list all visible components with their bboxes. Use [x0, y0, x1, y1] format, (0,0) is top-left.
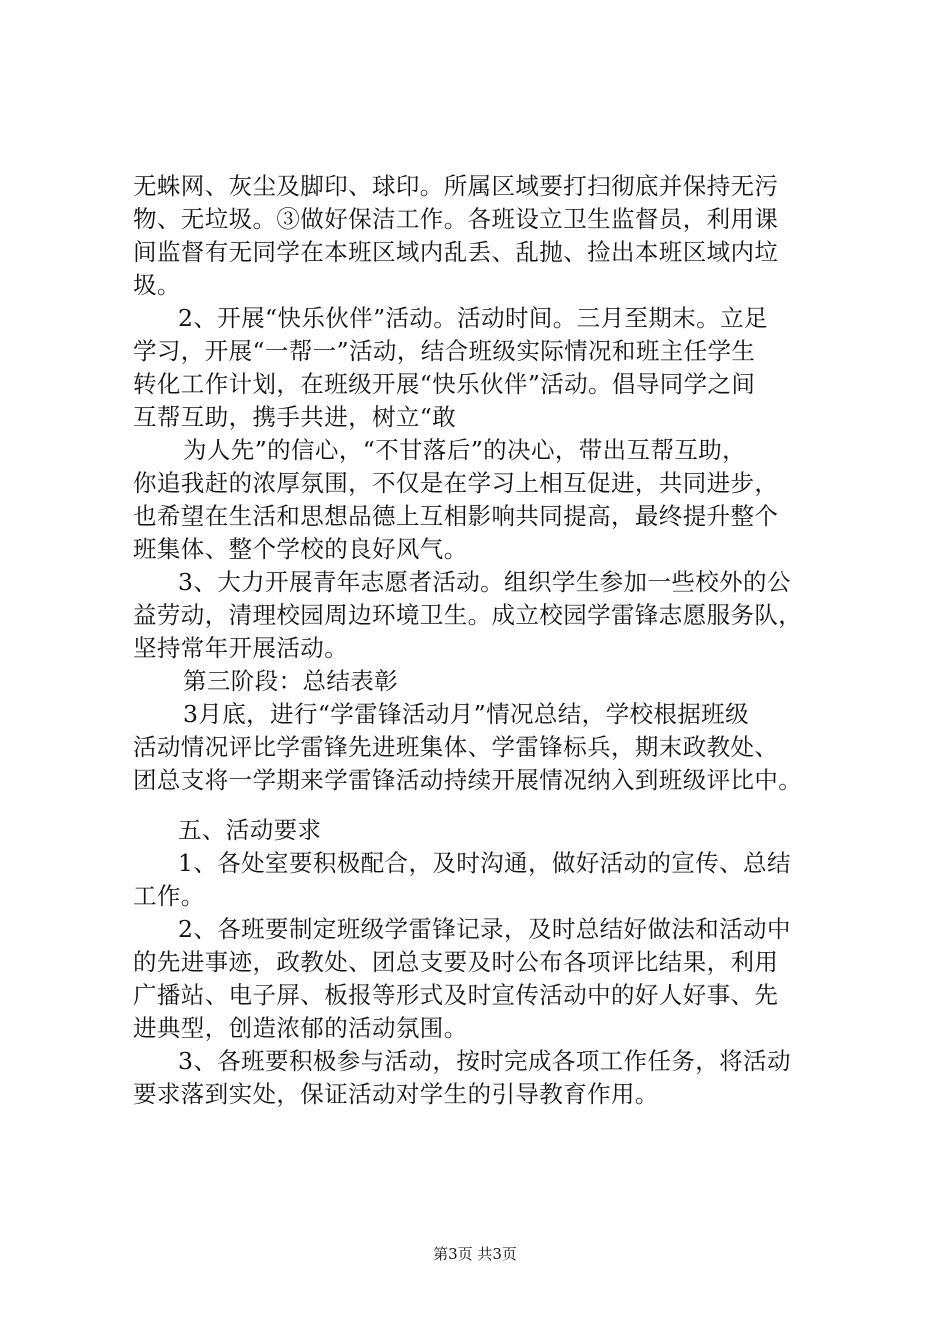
- text-line: 团总支将一学期来学雷锋活动持续开展情况纳入到班级评比中。: [133, 766, 803, 794]
- text-line: 互帮互助，携手共进，树立“敢: [133, 403, 457, 431]
- text-line: 班集体、整个学校的良好风气。: [133, 535, 468, 563]
- text-line: 学习，开展“一帮一”活动，结合班级实际情况和班主任学生: [133, 337, 756, 365]
- text-line: 活动情况评比学雷锋先进班集体、学雷锋标兵，期末政教处、: [133, 733, 779, 761]
- text-line: 进典型，创造浓郁的活动氛围。: [133, 1014, 468, 1042]
- paragraph-start: 1、各处室要积极配合，及时沟通，做好活动的宣传、总结: [178, 849, 791, 877]
- text-line: 广播站、电子屏、板报等形式及时宣传活动中的好人好事、先: [133, 981, 779, 1009]
- text-line: 工作。: [133, 882, 205, 910]
- section-heading: 第三阶段：总结表彰: [183, 667, 399, 695]
- text-line: 你追我赶的浓厚氛围，不仅是在学习上相互促进，共同进步，: [133, 469, 779, 497]
- text-line: 物、无垃圾。③做好保洁工作。各班设立卫生监督员，利用课: [133, 205, 779, 233]
- paragraph-gap: [133, 797, 833, 814]
- paragraph-start: 2、开展“快乐伙伴”活动。活动时间。三月至期末。立足: [178, 304, 768, 332]
- section-heading: 五、活动要求: [178, 816, 322, 844]
- page-footer: 第3页 共3页: [433, 1245, 517, 1263]
- text-line: 的先进事迹，政教处、团总支要及时公布各项评比结果，利用: [133, 948, 779, 976]
- text-line: 益劳动，清理校园周边环境卫生。成立校园学雷锋志愿服务队，: [133, 601, 803, 629]
- paragraph-start: 为人先”的信心，“不甘落后”的决心，带出互帮互助，: [183, 436, 747, 464]
- text-line: 转化工作计划，在班级开展“快乐伙伴”活动。倡导同学之间: [133, 370, 756, 398]
- paragraph-start: 3、大力开展青年志愿者活动。组织学生参加一些校外的公: [178, 568, 791, 596]
- paragraph-start: 2、各班要制定班级学雷锋记录，及时总结好做法和活动中: [178, 915, 791, 943]
- paragraph-start: 3、各班要积极参与活动，按时完成各项工作任务，将活动: [178, 1047, 791, 1075]
- text-line: 无蛛网、灰尘及脚印、球印。所属区域要打扫彻底并保持无污: [133, 172, 779, 200]
- paragraph-start: 3月底，进行“学雷锋活动月”情况总结，学校根据班级: [183, 700, 749, 728]
- document-body: [133, 170, 833, 1111]
- text-line: 要求落到实处，保证活动对学生的引导教育作用。: [133, 1080, 659, 1108]
- text-line: 间监督有无同学在本班区域内乱丢、乱抛、捡出本班区域内垃: [133, 238, 779, 266]
- text-line: 圾。: [133, 271, 181, 299]
- text-line: 坚持常年开展活动。: [133, 634, 349, 662]
- text-line: 也希望在生活和思想品德上互相影响共同提高，最终提升整个: [133, 502, 779, 530]
